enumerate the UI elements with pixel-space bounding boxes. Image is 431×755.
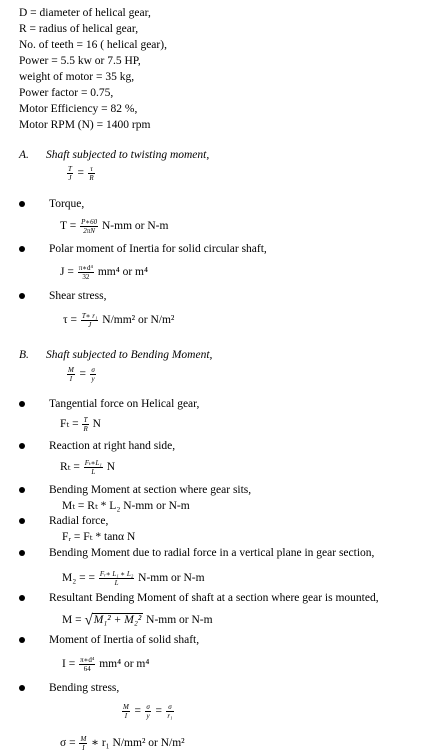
polar-moment-label: Polar moment of Inertia for solid circular shaft, xyxy=(49,243,267,255)
bullet xyxy=(19,685,25,691)
bullet xyxy=(19,401,25,407)
bending-moment-gear-label: Bending Moment at section where gear sits, xyxy=(49,484,252,496)
bullet xyxy=(19,443,25,449)
bullet xyxy=(19,518,25,524)
section-a-heading xyxy=(19,148,209,162)
spec-line: R = radius of helical gear, xyxy=(19,23,139,35)
spec-line: D = diameter of helical gear, xyxy=(19,7,151,19)
bullet xyxy=(19,595,25,601)
bending-stress-equation: $\frac{M}{I}$ = $\frac{\sigma}{y}$ = $\frac{\sigma}{\text{r₁}}$ xyxy=(123,703,173,720)
bending-stress-formula: σ = $\frac{M}{I}$ ∗ r₁ N/mm² or N/m² xyxy=(60,735,185,752)
tangential-force-formula: Fₜ = $\frac{T}{R}$ N xyxy=(60,416,101,433)
spec-line: weight of motor = 35 kg, xyxy=(19,71,135,83)
moment-inertia-formula: I = $\frac{\text{π∗d⁴}}{64}$ mm⁴ or m⁴ xyxy=(62,656,150,673)
spec-line: Motor Efficiency = 82 %, xyxy=(19,103,138,115)
section-number: A. xyxy=(19,149,29,161)
radial-force-formula: Fᵣ = Fₜ * tanα N xyxy=(62,531,136,543)
bending-equation: $\frac{M}{I}$ = $\frac{\sigma}{y}$ xyxy=(68,366,95,383)
bullet xyxy=(19,201,25,207)
bullet xyxy=(19,637,25,643)
resultant-moment-formula: M = √M₁² + M₂² N-mm or N-m xyxy=(62,612,213,629)
polar-moment-formula: J = $\frac{\text{π∗d⁴}}{32}$ mm⁴ or m⁴ xyxy=(60,264,149,281)
bullet xyxy=(19,246,25,252)
torque-formula: T = $\frac{P∗60}{2\pi N}$ N-mm or N-m xyxy=(60,218,169,235)
bullet xyxy=(19,550,25,556)
section-number: B. xyxy=(19,349,29,361)
tangential-force-label: Tangential force on Helical gear, xyxy=(49,398,200,410)
bullet xyxy=(19,293,25,299)
shear-stress-label: Shear stress, xyxy=(49,290,107,302)
radial-force-label: Radial force, xyxy=(49,515,109,527)
bending-radial-label: Bending Moment due to radial force in a vertical plane in gear section, xyxy=(49,547,375,559)
spec-line: Power = 5.5 kw or 7.5 HP, xyxy=(19,55,141,67)
bending-moment-gear-formula: Mₜ = Rₜ * L₂ N-mm or N-m xyxy=(62,500,190,512)
shear-stress-formula: τ = $\frac{\text{T∗ r₁}}{J}$ N/mm² or N/m² xyxy=(63,312,175,329)
reaction-formula: Rₜ = $\frac{\text{Fₜ∗L₁}}{L}$ N xyxy=(60,459,116,476)
section-title: Shaft subjected to twisting moment, xyxy=(46,149,210,161)
spec-line: Motor RPM (N) = 1400 rpm xyxy=(19,119,151,131)
reaction-label: Reaction at right hand side, xyxy=(49,440,176,452)
bending-stress-label: Bending stress, xyxy=(49,682,120,694)
moment-inertia-label: Moment of Inertia of solid shaft, xyxy=(49,634,200,646)
torsion-equation: $\frac{T}{J}$ = $\frac{\tau}{R}$ xyxy=(68,165,94,182)
spec-line: No. of teeth = 16 ( helical gear), xyxy=(19,39,167,51)
spec-line: Power factor = 0.75, xyxy=(19,87,114,99)
torque-label: Torque, xyxy=(49,198,85,210)
section-title: Shaft subjected to Bending Moment, xyxy=(46,349,213,361)
bullet xyxy=(19,487,25,493)
bending-radial-formula: M₂ = = $\frac{\text{Fᵣ∗ L₁ ∗ L₂}}{L}$ N-mm or N-m xyxy=(62,570,205,587)
section-b-heading xyxy=(19,348,212,362)
resultant-moment-label: Resultant Bending Moment of shaft at a section where gear is mounted, xyxy=(49,592,379,604)
